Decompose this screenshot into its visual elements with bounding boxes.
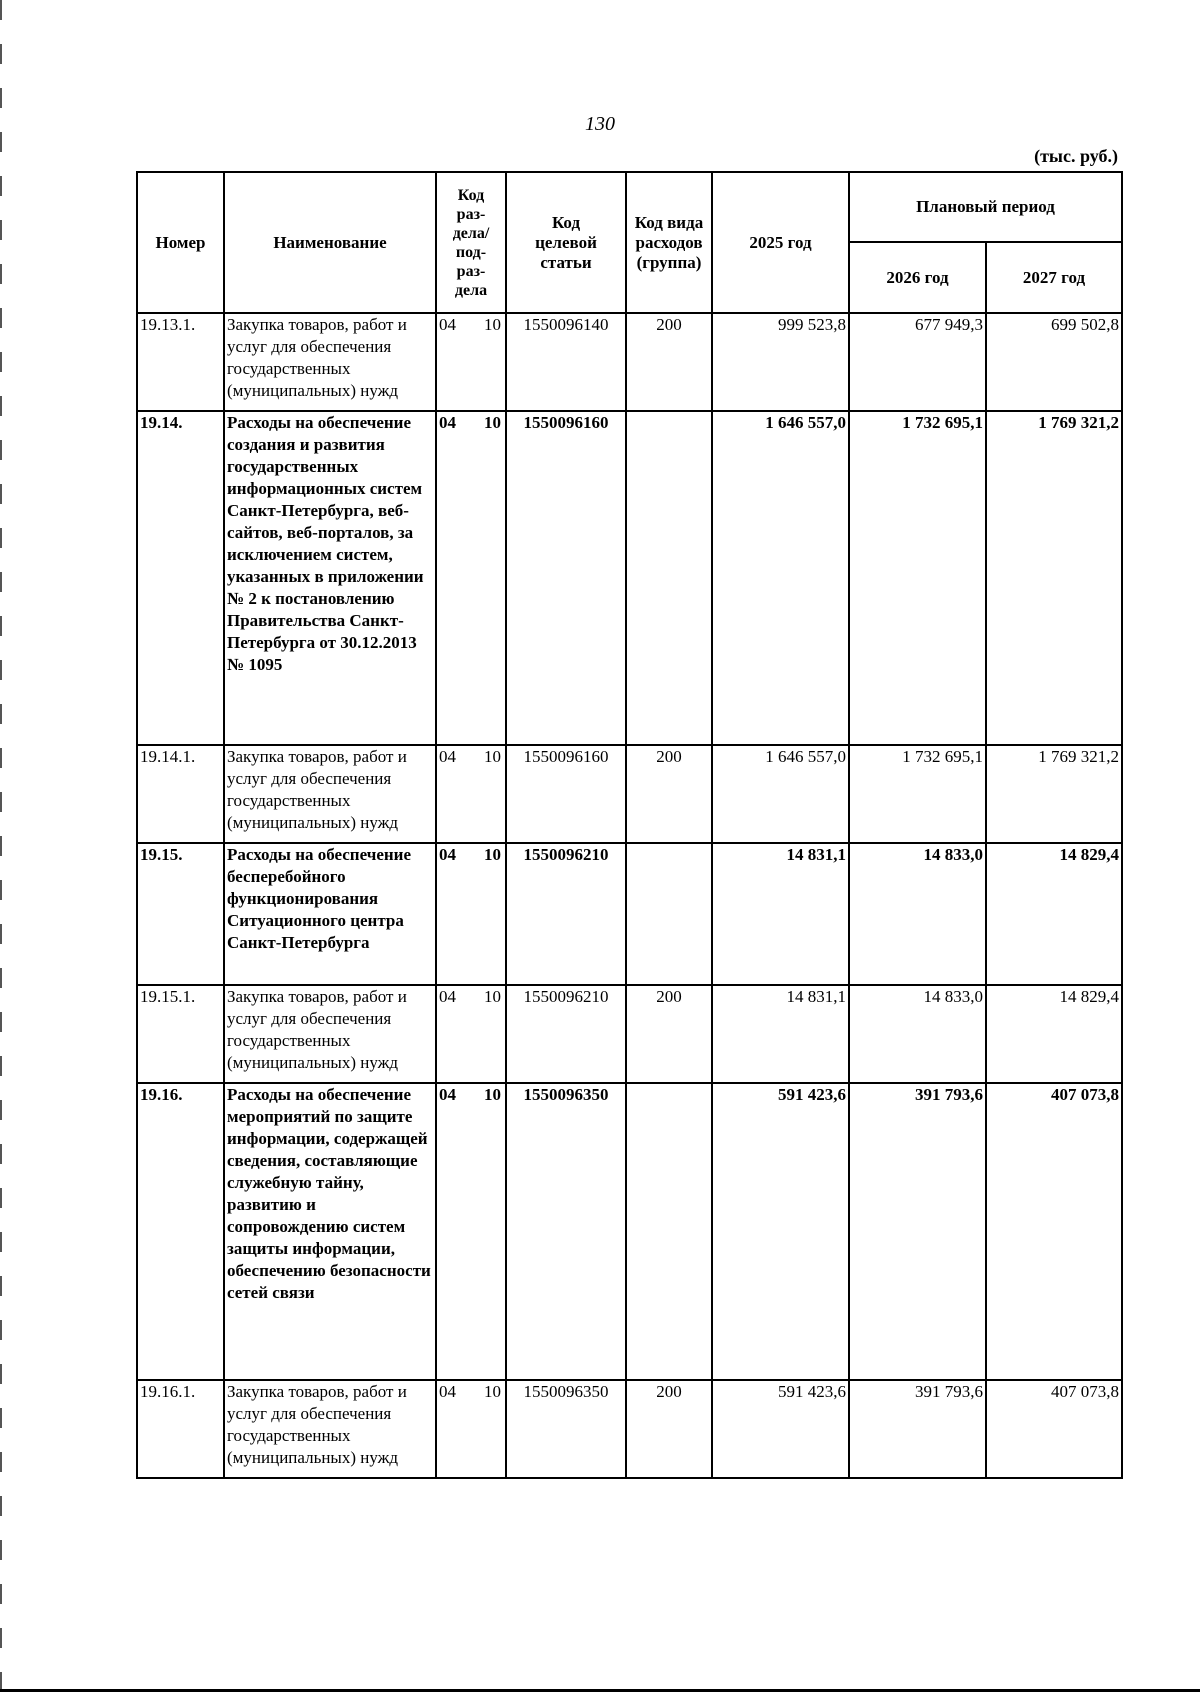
subsection-code: 10 [484, 413, 501, 432]
table-row [137, 1083, 1122, 1380]
row-value-2026: 677 949,3 [849, 313, 986, 411]
subsection-code: 10 [484, 987, 501, 1006]
subsection-code: 10 [484, 315, 501, 334]
row-value-2025: 999 523,8 [712, 313, 849, 411]
header-2025: 2025 год [712, 172, 849, 313]
row-section-code [436, 1380, 506, 1478]
section-code: 04 [439, 987, 456, 1006]
row-number: 19.14.1. [137, 745, 224, 843]
units-label: (тыс. руб.) [1034, 146, 1118, 166]
header-2027: 2027 год [986, 242, 1122, 313]
row-value-2026: 391 793,6 [849, 1380, 986, 1478]
table-row [137, 745, 1122, 843]
header-number: Номер [137, 172, 224, 313]
row-target-code: 1550096160 [506, 411, 626, 745]
row-expense-type: 200 [626, 313, 712, 411]
row-value-2025: 591 423,6 [712, 1083, 849, 1380]
subsection-code: 10 [484, 1085, 501, 1104]
section-code: 04 [439, 1382, 456, 1401]
section-code: 04 [439, 413, 456, 432]
row-value-2025: 14 831,1 [712, 843, 849, 985]
row-section-code [436, 1083, 506, 1380]
table-row [137, 313, 1122, 411]
row-number: 19.16.1. [137, 1380, 224, 1478]
row-value-2026: 1 732 695,1 [849, 411, 986, 745]
header-name: Наименование [224, 172, 436, 313]
section-code: 04 [439, 845, 456, 864]
table-row [137, 985, 1122, 1083]
row-target-code: 1550096350 [506, 1380, 626, 1478]
budget-table [136, 171, 1123, 1479]
row-value-2025: 14 831,1 [712, 985, 849, 1083]
row-number: 19.13.1. [137, 313, 224, 411]
row-value-2027: 407 073,8 [986, 1083, 1122, 1380]
page-number: 130 [585, 113, 615, 135]
row-target-code: 1550096140 [506, 313, 626, 411]
row-value-2027: 407 073,8 [986, 1380, 1122, 1478]
row-number: 19.15. [137, 843, 224, 985]
row-name: Закупка товаров, работ и услуг для обеспечения государственных (муниципальных) нужд [224, 313, 436, 411]
subsection-code: 10 [484, 845, 501, 864]
row-expense-type [626, 843, 712, 985]
subsection-code: 10 [484, 1382, 501, 1401]
row-value-2027: 1 769 321,2 [986, 745, 1122, 843]
row-section-code [436, 411, 506, 745]
table-row [137, 1380, 1122, 1478]
row-value-2026: 391 793,6 [849, 1083, 986, 1380]
scan-edge-mark [0, 0, 2, 1692]
row-value-2027: 14 829,4 [986, 843, 1122, 985]
row-section-code [436, 985, 506, 1083]
row-target-code: 1550096210 [506, 985, 626, 1083]
header-2026: 2026 год [849, 242, 986, 313]
row-value-2027: 14 829,4 [986, 985, 1122, 1083]
row-expense-type [626, 1083, 712, 1380]
row-number: 19.16. [137, 1083, 224, 1380]
section-code: 04 [439, 1085, 456, 1104]
header-section-code: Код раз-дела/ под-раз-дела [436, 172, 506, 313]
row-value-2027: 1 769 321,2 [986, 411, 1122, 745]
row-value-2025: 591 423,6 [712, 1380, 849, 1478]
row-value-2027: 699 502,8 [986, 313, 1122, 411]
table-body [137, 313, 1122, 1478]
row-value-2025: 1 646 557,0 [712, 745, 849, 843]
row-number: 19.15.1. [137, 985, 224, 1083]
row-name: Закупка товаров, работ и услуг для обеспечения государственных (муниципальных) нужд [224, 1380, 436, 1478]
table-row [137, 843, 1122, 985]
row-name: Закупка товаров, работ и услуг для обеспечения государственных (муниципальных) нужд [224, 745, 436, 843]
row-section-code [436, 313, 506, 411]
row-name: Расходы на обеспечение мероприятий по защите информации, содержащей сведения, составляющие служебную тайну, развитию и сопровождению систем защиты информации, обеспечению безопасности сетей связи [224, 1083, 436, 1380]
row-value-2026: 14 833,0 [849, 843, 986, 985]
row-target-code: 1550096210 [506, 843, 626, 985]
row-value-2026: 14 833,0 [849, 985, 986, 1083]
header-planned-period: Плановый период [849, 172, 1122, 242]
row-target-code: 1550096350 [506, 1083, 626, 1380]
row-value-2026: 1 732 695,1 [849, 745, 986, 843]
row-value-2025: 1 646 557,0 [712, 411, 849, 745]
row-expense-type: 200 [626, 745, 712, 843]
table-row [137, 411, 1122, 745]
row-expense-type: 200 [626, 985, 712, 1083]
row-section-code [436, 745, 506, 843]
section-code: 04 [439, 315, 456, 334]
row-target-code: 1550096160 [506, 745, 626, 843]
header-expense-type: Код вида расходов (группа) [626, 172, 712, 313]
row-name: Расходы на обеспечение создания и развития государственных информационных систем Санкт-Петербурга, веб-сайтов, веб-порталов, за исключением систем, указанных в приложении № 2 к постановлению Правительства Санкт-Петербурга от 30.12.2013 № 1095 [224, 411, 436, 745]
header-target-code: Код целевой статьи [506, 172, 626, 313]
subsection-code: 10 [484, 747, 501, 766]
section-code: 04 [439, 747, 456, 766]
row-number: 19.14. [137, 411, 224, 745]
row-name: Закупка товаров, работ и услуг для обеспечения государственных (муниципальных) нужд [224, 985, 436, 1083]
row-expense-type [626, 411, 712, 745]
row-expense-type: 200 [626, 1380, 712, 1478]
row-section-code [436, 843, 506, 985]
row-name: Расходы на обеспечение бесперебойного функционирования Ситуационного центра Санкт-Петербурга [224, 843, 436, 985]
